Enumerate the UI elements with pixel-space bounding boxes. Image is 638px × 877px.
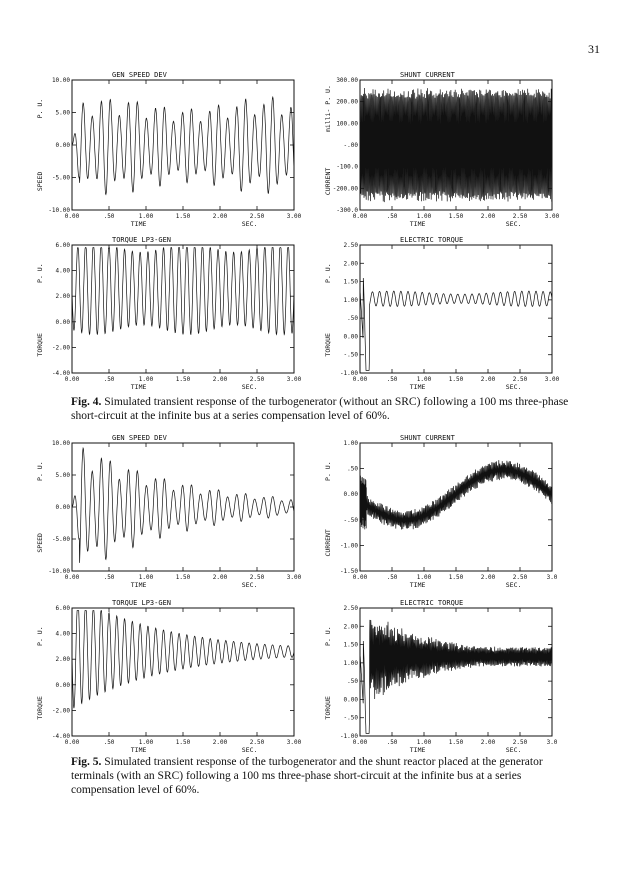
- fig5-speed-panel-trace: [72, 448, 294, 563]
- fig5-etorque-panel-xtick-label: 0.00: [352, 739, 368, 746]
- fig5-current-panel-ytick-label: -.50: [343, 516, 358, 524]
- fig4-speed-panel-ytick-label: -10.00: [48, 207, 70, 214]
- fig4-current-panel-ytick-label: 200.00: [336, 98, 358, 106]
- fig5-speed-panel-xtick-label: 1.50: [175, 574, 191, 581]
- fig4-lp3-panel-xtick-label: 0.00: [64, 376, 80, 383]
- fig5-current-panel-ytick-label: .50: [347, 465, 358, 473]
- fig5-etorque-panel-xtick-label: .50: [386, 739, 398, 746]
- fig5-speed-panel-ytick-label: 10.00: [51, 440, 70, 447]
- fig4-speed-panel-ytick-label: 0.00: [55, 142, 70, 149]
- fig4-current-panel-xtick-label: .50: [386, 213, 398, 220]
- fig5-speed-panel-xtick-label: 2.50: [249, 574, 265, 581]
- fig4-current-panel-ytick-label: -.00: [343, 142, 358, 149]
- fig5-etorque-panel-trace: [360, 620, 552, 734]
- fig4-lp3-panel-ytick-label: -4.00: [51, 370, 70, 377]
- fig4-current-panel-ytick-label: 300.00: [336, 77, 358, 84]
- fig5-etorque-panel-xtick-label: 2.00: [480, 739, 496, 746]
- fig5-speed-panel-ytick-label: 5.00: [55, 472, 70, 479]
- fig4-lp3-panel-xtick-label: .50: [103, 376, 115, 383]
- fig5-current-panel-xtick-label: .50: [386, 574, 398, 581]
- fig4-current-panel-xtick-label: 1.50: [448, 213, 464, 220]
- fig5-speed-panel-xtick-label: 1.00: [138, 574, 154, 581]
- fig4-speed-panel-xtick-label: 3.00: [286, 213, 302, 220]
- fig5-speed-panel-ylabel-unit: P. U.: [36, 461, 44, 481]
- fig5-lp3-panel-xtick-label: 1.50: [175, 739, 191, 746]
- fig5-current-panel-ytick-label: -1.00: [339, 542, 358, 550]
- fig4-speed-panel-ytick-label: 10.00: [51, 77, 70, 84]
- fig4-lp3-panel-ytick-label: 0.00: [55, 318, 70, 326]
- fig5-speed-panel-ylabel: SPEED: [36, 533, 44, 553]
- fig5-lp3-panel-ytick-label: 4.00: [55, 630, 70, 638]
- fig4-speed-panel-xunit: SEC.: [241, 220, 258, 228]
- fig5-etorque-panel-title: ELECTRIC TORQUE: [400, 599, 464, 607]
- figure-5-caption-text: Simulated transient response of the turbogenerator and the shunt reactor placed at the generator terminals (with an SRC) following a 100 ms three-phase short-circuit at the infinite bus at a series compensation level of 60%.: [71, 756, 543, 796]
- fig5-current-panel-xtick-label: 2.00: [480, 574, 496, 581]
- fig5-current-panel-xtick-label: 1.50: [448, 574, 464, 581]
- fig5-current-panel-trace: [360, 460, 552, 529]
- fig4-etorque-panel-xtick-label: 0.00: [352, 376, 368, 383]
- fig5-lp3-panel-ytick-label: 2.00: [55, 656, 70, 664]
- fig4-etorque-panel-xtick-label: 2.50: [512, 376, 528, 383]
- fig5-etorque-panel-xtick-label: 3.0: [546, 739, 558, 746]
- fig4-etorque-panel-ytick-label: 2.50: [343, 242, 358, 249]
- fig5-current-panel: [324, 434, 558, 589]
- fig4-lp3-panel-xunit: SEC.: [241, 383, 258, 391]
- fig5-etorque-panel-ytick-label: .50: [347, 678, 358, 686]
- fig4-etorque-panel-ytick-label: .50: [347, 315, 358, 323]
- fig5-lp3-panel-ytick-label: 6.00: [55, 605, 70, 612]
- fig4-etorque-panel-ytick-label: -.50: [343, 351, 358, 359]
- fig4-lp3-panel-xlabel: TIME: [130, 383, 147, 391]
- fig4-lp3-panel-xtick-label: 3.00: [286, 376, 302, 383]
- fig4-speed-panel-title: GEN SPEED DEV: [112, 71, 167, 79]
- fig4-speed-panel-ytick-label: -5.00: [51, 174, 70, 182]
- fig4-lp3-panel-xtick-label: 2.50: [249, 376, 265, 383]
- fig4-etorque-panel-ytick-label: 1.00: [343, 296, 358, 304]
- fig4-etorque-panel-xtick-label: 1.50: [448, 376, 464, 383]
- fig5-etorque-panel-xtick-label: 1.50: [448, 739, 464, 746]
- fig4-etorque-panel-ytick-label: 2.00: [343, 260, 358, 268]
- fig4-etorque-panel-ylabel-unit: P. U.: [324, 263, 332, 283]
- fig4-etorque-panel-xtick-label: 3.00: [544, 376, 560, 383]
- fig5-etorque-panel-ytick-label: 0.00: [343, 696, 358, 704]
- fig4-etorque-panel-ylabel: TORQUE: [324, 333, 332, 357]
- fig5-current-panel-ytick-label: -1.50: [339, 568, 358, 575]
- fig4-current-panel-xunit: SEC.: [505, 220, 522, 228]
- fig4-current-panel-xtick-label: 0.00: [352, 213, 368, 220]
- fig5-speed-panel-xlabel: TIME: [130, 581, 147, 589]
- fig5-speed-panel-xtick-label: .50: [103, 574, 115, 581]
- fig5-speed-panel-xtick-label: 0.00: [64, 574, 80, 581]
- fig4-lp3-panel-ytick-label: 2.00: [55, 293, 70, 301]
- fig4-etorque-panel-ytick-label: 0.00: [343, 333, 358, 341]
- fig5-speed-panel-xunit: SEC.: [241, 581, 258, 589]
- fig4-lp3-panel-xtick-label: 1.00: [138, 376, 154, 383]
- fig5-lp3-panel-xtick-label: .50: [103, 739, 115, 746]
- fig4-etorque-panel-title: ELECTRIC TORQUE: [400, 236, 464, 244]
- fig5-current-panel-xtick-label: 1.00: [416, 574, 432, 581]
- page-number: 31: [588, 42, 600, 56]
- fig4-speed-panel-ylabel-unit: P. U.: [36, 98, 44, 119]
- fig5-current-panel-ylabel: CURRENT: [324, 529, 332, 557]
- fig5-lp3-panel-frame: [72, 608, 294, 736]
- fig4-speed-panel-xlabel: TIME: [130, 220, 147, 228]
- fig4-lp3-panel-ytick-label: 6.00: [55, 242, 70, 249]
- fig5-speed-panel: [36, 434, 302, 589]
- fig5-speed-panel-ytick-label: -5.00: [51, 536, 70, 543]
- fig5-lp3-panel: [36, 599, 302, 754]
- fig4-lp3-panel-ylabel-unit: P. U.: [36, 263, 44, 283]
- fig5-etorque-panel-ylabel: TORQUE: [324, 696, 332, 720]
- fig4-speed-panel-ylabel: SPEED: [36, 171, 44, 192]
- fig4-lp3-panel-title: TORQUE LP3-GEN: [112, 236, 172, 244]
- fig4-speed-panel-xtick-label: 2.50: [249, 213, 265, 220]
- fig4-current-panel-ytick-label: -300.0: [336, 207, 358, 214]
- fig5-lp3-panel-xtick-label: 3.00: [286, 739, 302, 746]
- fig5-current-panel-ytick-label: 0.00: [343, 491, 358, 499]
- fig5-lp3-panel-ylabel-unit: P. U.: [36, 626, 44, 646]
- fig4-etorque-panel-xlabel: TIME: [409, 383, 426, 391]
- fig5-speed-panel-xtick-label: 3.00: [286, 574, 302, 581]
- fig4-current-panel-ytick-label: -200.00: [332, 185, 358, 193]
- fig4-current-panel-ylabel: CURRENT: [324, 167, 332, 196]
- fig4-speed-panel-xtick-label: 1.00: [138, 213, 154, 220]
- fig4-etorque-panel-ytick-label: 1.50: [343, 278, 358, 286]
- fig4-speed-panel-xtick-label: .50: [103, 213, 115, 220]
- fig5-speed-panel-ytick-label: 0.00: [55, 504, 70, 511]
- fig5-lp3-panel-xtick-label: 0.00: [64, 739, 80, 746]
- fig5-current-panel-ytick-label: 1.00: [343, 440, 358, 447]
- fig4-speed-panel-ytick-label: 5.00: [55, 109, 70, 117]
- fig5-lp3-panel-ytick-label: -2.00: [51, 707, 70, 715]
- fig5-lp3-panel-ytick-label: -4.00: [51, 733, 70, 740]
- fig5-etorque-panel-ytick-label: -1.00: [339, 733, 358, 740]
- fig5-etorque-panel-ytick-label: 2.00: [343, 623, 358, 631]
- fig5-speed-panel-title: GEN SPEED DEV: [112, 434, 167, 442]
- fig4-lp3-panel-ytick-label: 4.00: [55, 267, 70, 275]
- fig5-current-panel-title: SHUNT CURRENT: [400, 434, 455, 442]
- figure-4-caption-text: Simulated transient response of the turbogenerator (without an SRC) following a 100 ms three-phase short-circuit at the infinite bus at a series compensation level of 60%.: [71, 396, 569, 422]
- fig5-current-panel-xtick-label: 2.50: [512, 574, 528, 581]
- fig5-etorque-panel-ytick-label: 1.50: [343, 641, 358, 649]
- fig4-current-panel-xtick-label: 2.50: [512, 213, 528, 220]
- fig4-speed-panel-xtick-label: 0.00: [64, 213, 80, 220]
- fig5-lp3-panel-xtick-label: 2.00: [212, 739, 228, 746]
- figure-5-label: Fig. 5.: [71, 756, 102, 768]
- fig5-lp3-panel-xunit: SEC.: [241, 746, 258, 754]
- fig4-lp3-panel-xtick-label: 1.50: [175, 376, 191, 383]
- fig4-speed-panel-xtick-label: 2.00: [212, 213, 228, 220]
- fig4-current-panel-ytick-label: -100.0: [336, 163, 358, 171]
- fig5-lp3-panel-ytick-label: 0.00: [55, 681, 70, 689]
- fig4-etorque-panel-xtick-label: .50: [386, 376, 398, 383]
- fig4-lp3-panel-ytick-label: -2.00: [51, 344, 70, 352]
- fig5-lp3-panel-title: TORQUE LP3-GEN: [112, 599, 172, 607]
- fig4-etorque-panel-xtick-label: 1.00: [416, 376, 432, 383]
- fig5-etorque-panel-ytick-label: 2.50: [343, 605, 358, 612]
- fig5-lp3-panel-xlabel: TIME: [130, 746, 147, 754]
- fig5-current-panel-frame: [360, 443, 552, 571]
- fig5-etorque-panel: [324, 599, 558, 754]
- fig4-current-panel-ytick-label: 100.00: [336, 120, 358, 128]
- fig5-current-panel-xtick-label: 0.00: [352, 574, 368, 581]
- fig5-etorque-panel-xtick-label: 1.00: [416, 739, 432, 746]
- figure-4-label: Fig. 4.: [71, 396, 102, 408]
- fig5-etorque-panel-xlabel: TIME: [409, 746, 426, 754]
- fig5-current-panel-ylabel-unit: P. U.: [324, 461, 332, 481]
- fig5-etorque-panel-ytick-label: 1.00: [343, 659, 358, 667]
- fig4-etorque-panel-xunit: SEC.: [505, 383, 522, 391]
- fig4-current-panel-xtick-label: 1.00: [416, 213, 432, 220]
- fig4-etorque-panel-ytick-label: -1.00: [339, 370, 358, 377]
- fig5-lp3-panel-xtick-label: 1.00: [138, 739, 154, 746]
- fig5-speed-panel-xtick-label: 2.00: [212, 574, 228, 581]
- fig4-etorque-panel-xtick-label: 2.00: [480, 376, 496, 383]
- fig4-current-panel-title: SHUNT CURRENT: [400, 71, 455, 79]
- fig5-etorque-panel-ytick-label: -.50: [343, 714, 358, 722]
- fig4-speed-panel-xtick-label: 1.50: [175, 213, 191, 220]
- fig4-lp3-panel-ylabel: TORQUE: [36, 333, 44, 357]
- fig5-current-panel-xlabel: TIME: [409, 581, 426, 589]
- fig5-lp3-panel-xtick-label: 2.50: [249, 739, 265, 746]
- fig4-current-panel-xtick-label: 2.00: [480, 213, 496, 220]
- fig5-lp3-panel-ylabel: TORQUE: [36, 696, 44, 720]
- fig4-current-panel-xtick-label: 3.00: [544, 213, 560, 220]
- fig5-current-panel-xunit: SEC.: [505, 581, 522, 589]
- fig5-etorque-panel-xtick-label: 2.50: [512, 739, 528, 746]
- fig4-current-panel-ylabel-unit: milli- P. U.: [324, 85, 332, 133]
- fig5-lp3-panel-trace: [72, 611, 294, 709]
- fig4-current-panel-xlabel: TIME: [409, 220, 426, 228]
- fig5-etorque-panel-ylabel-unit: P. U.: [324, 626, 332, 646]
- fig4-lp3-panel-xtick-label: 2.00: [212, 376, 228, 383]
- fig5-etorque-panel-xunit: SEC.: [505, 746, 522, 754]
- figure-5-caption: [71, 755, 583, 797]
- fig5-current-panel-xtick-label: 3.0: [546, 574, 558, 581]
- fig5-speed-panel-ytick-label: -10.00: [48, 568, 70, 575]
